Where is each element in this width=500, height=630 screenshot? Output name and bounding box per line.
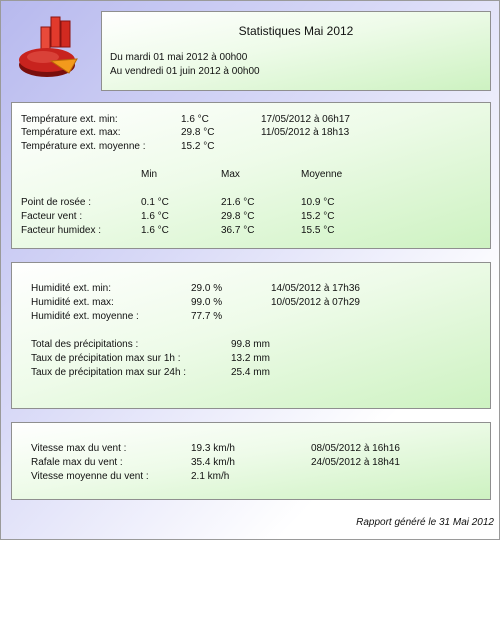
col-header-avg: Moyenne — [301, 169, 343, 180]
humidex-max: 36.7 °C — [221, 225, 255, 236]
dewpoint-max: 21.6 °C — [221, 197, 255, 208]
precip-1h-label: Taux de précipitation max sur 1h : — [31, 353, 181, 364]
hum-avg-label: Humidité ext. moyenne : — [31, 311, 139, 322]
windchill-avg: 15.2 °C — [301, 211, 335, 222]
humidity-panel — [11, 262, 491, 409]
dewpoint-label: Point de rosée : — [21, 197, 92, 208]
wind-panel — [11, 422, 491, 500]
humidex-label: Facteur humidex : — [21, 225, 102, 236]
hum-min-label: Humidité ext. min: — [31, 283, 112, 294]
hum-avg-value: 77.7 % — [191, 311, 223, 322]
precip-total-value: 99.8 mm — [231, 339, 270, 350]
wind-max-value: 19.3 km/h — [191, 443, 235, 454]
page-title: Statistiques Mai 2012 — [238, 24, 354, 38]
hum-min-date: 14/05/2012 à 17h36 — [271, 283, 360, 294]
pie-chart-icon — [17, 15, 83, 81]
col-header-max: Max — [221, 169, 240, 180]
temp-max-date: 11/05/2012 à 18h13 — [261, 127, 350, 138]
wind-avg-value: 2.1 km/h — [191, 471, 230, 482]
hum-max-label: Humidité ext. max: — [31, 297, 114, 308]
header-panel — [101, 11, 491, 91]
temp-min-date: 17/05/2012 à 06h17 — [261, 114, 350, 125]
windchill-min: 1.6 °C — [141, 211, 169, 222]
temperature-panel — [11, 102, 491, 249]
col-header-min: Min — [141, 169, 158, 180]
gust-max-label: Rafale max du vent : — [31, 457, 123, 468]
temp-avg-value: 15.2 °C — [181, 141, 215, 152]
windchill-max: 29.8 °C — [221, 211, 255, 222]
gust-max-value: 35.4 km/h — [191, 457, 235, 468]
dewpoint-avg: 10.9 °C — [301, 197, 335, 208]
humidex-min: 1.6 °C — [141, 225, 169, 236]
precip-24h-value: 25.4 mm — [231, 367, 270, 378]
wind-max-date: 08/05/2012 à 16h16 — [311, 443, 400, 454]
report-footer: Rapport généré le 31 Mai 2012 — [356, 517, 494, 528]
hum-min-value: 29.0 % — [191, 283, 223, 294]
temp-max-value: 29.8 °C — [181, 127, 215, 138]
precip-1h-value: 13.2 mm — [231, 353, 270, 364]
temp-avg-label: Température ext. moyenne : — [21, 141, 146, 152]
temp-min-label: Température ext. min: — [21, 114, 118, 125]
temp-min-value: 1.6 °C — [181, 114, 209, 125]
wind-avg-label: Vitesse moyenne du vent : — [31, 471, 149, 482]
humidex-avg: 15.5 °C — [301, 225, 335, 236]
gust-max-date: 24/05/2012 à 18h41 — [311, 457, 400, 468]
precip-total-label: Total des précipitations : — [31, 339, 139, 350]
dewpoint-min: 0.1 °C — [141, 197, 169, 208]
hum-max-date: 10/05/2012 à 07h29 — [271, 297, 360, 308]
period-start: Du mardi 01 mai 2012 à 00h00 — [110, 52, 248, 63]
precip-24h-label: Taux de précipitation max sur 24h : — [31, 367, 187, 378]
period-end: Au vendredi 01 juin 2012 à 00h00 — [110, 66, 260, 77]
wind-max-label: Vitesse max du vent : — [31, 443, 127, 454]
hum-max-value: 99.0 % — [191, 297, 223, 308]
temp-max-label: Température ext. max: — [21, 127, 121, 138]
windchill-label: Facteur vent : — [21, 211, 83, 222]
